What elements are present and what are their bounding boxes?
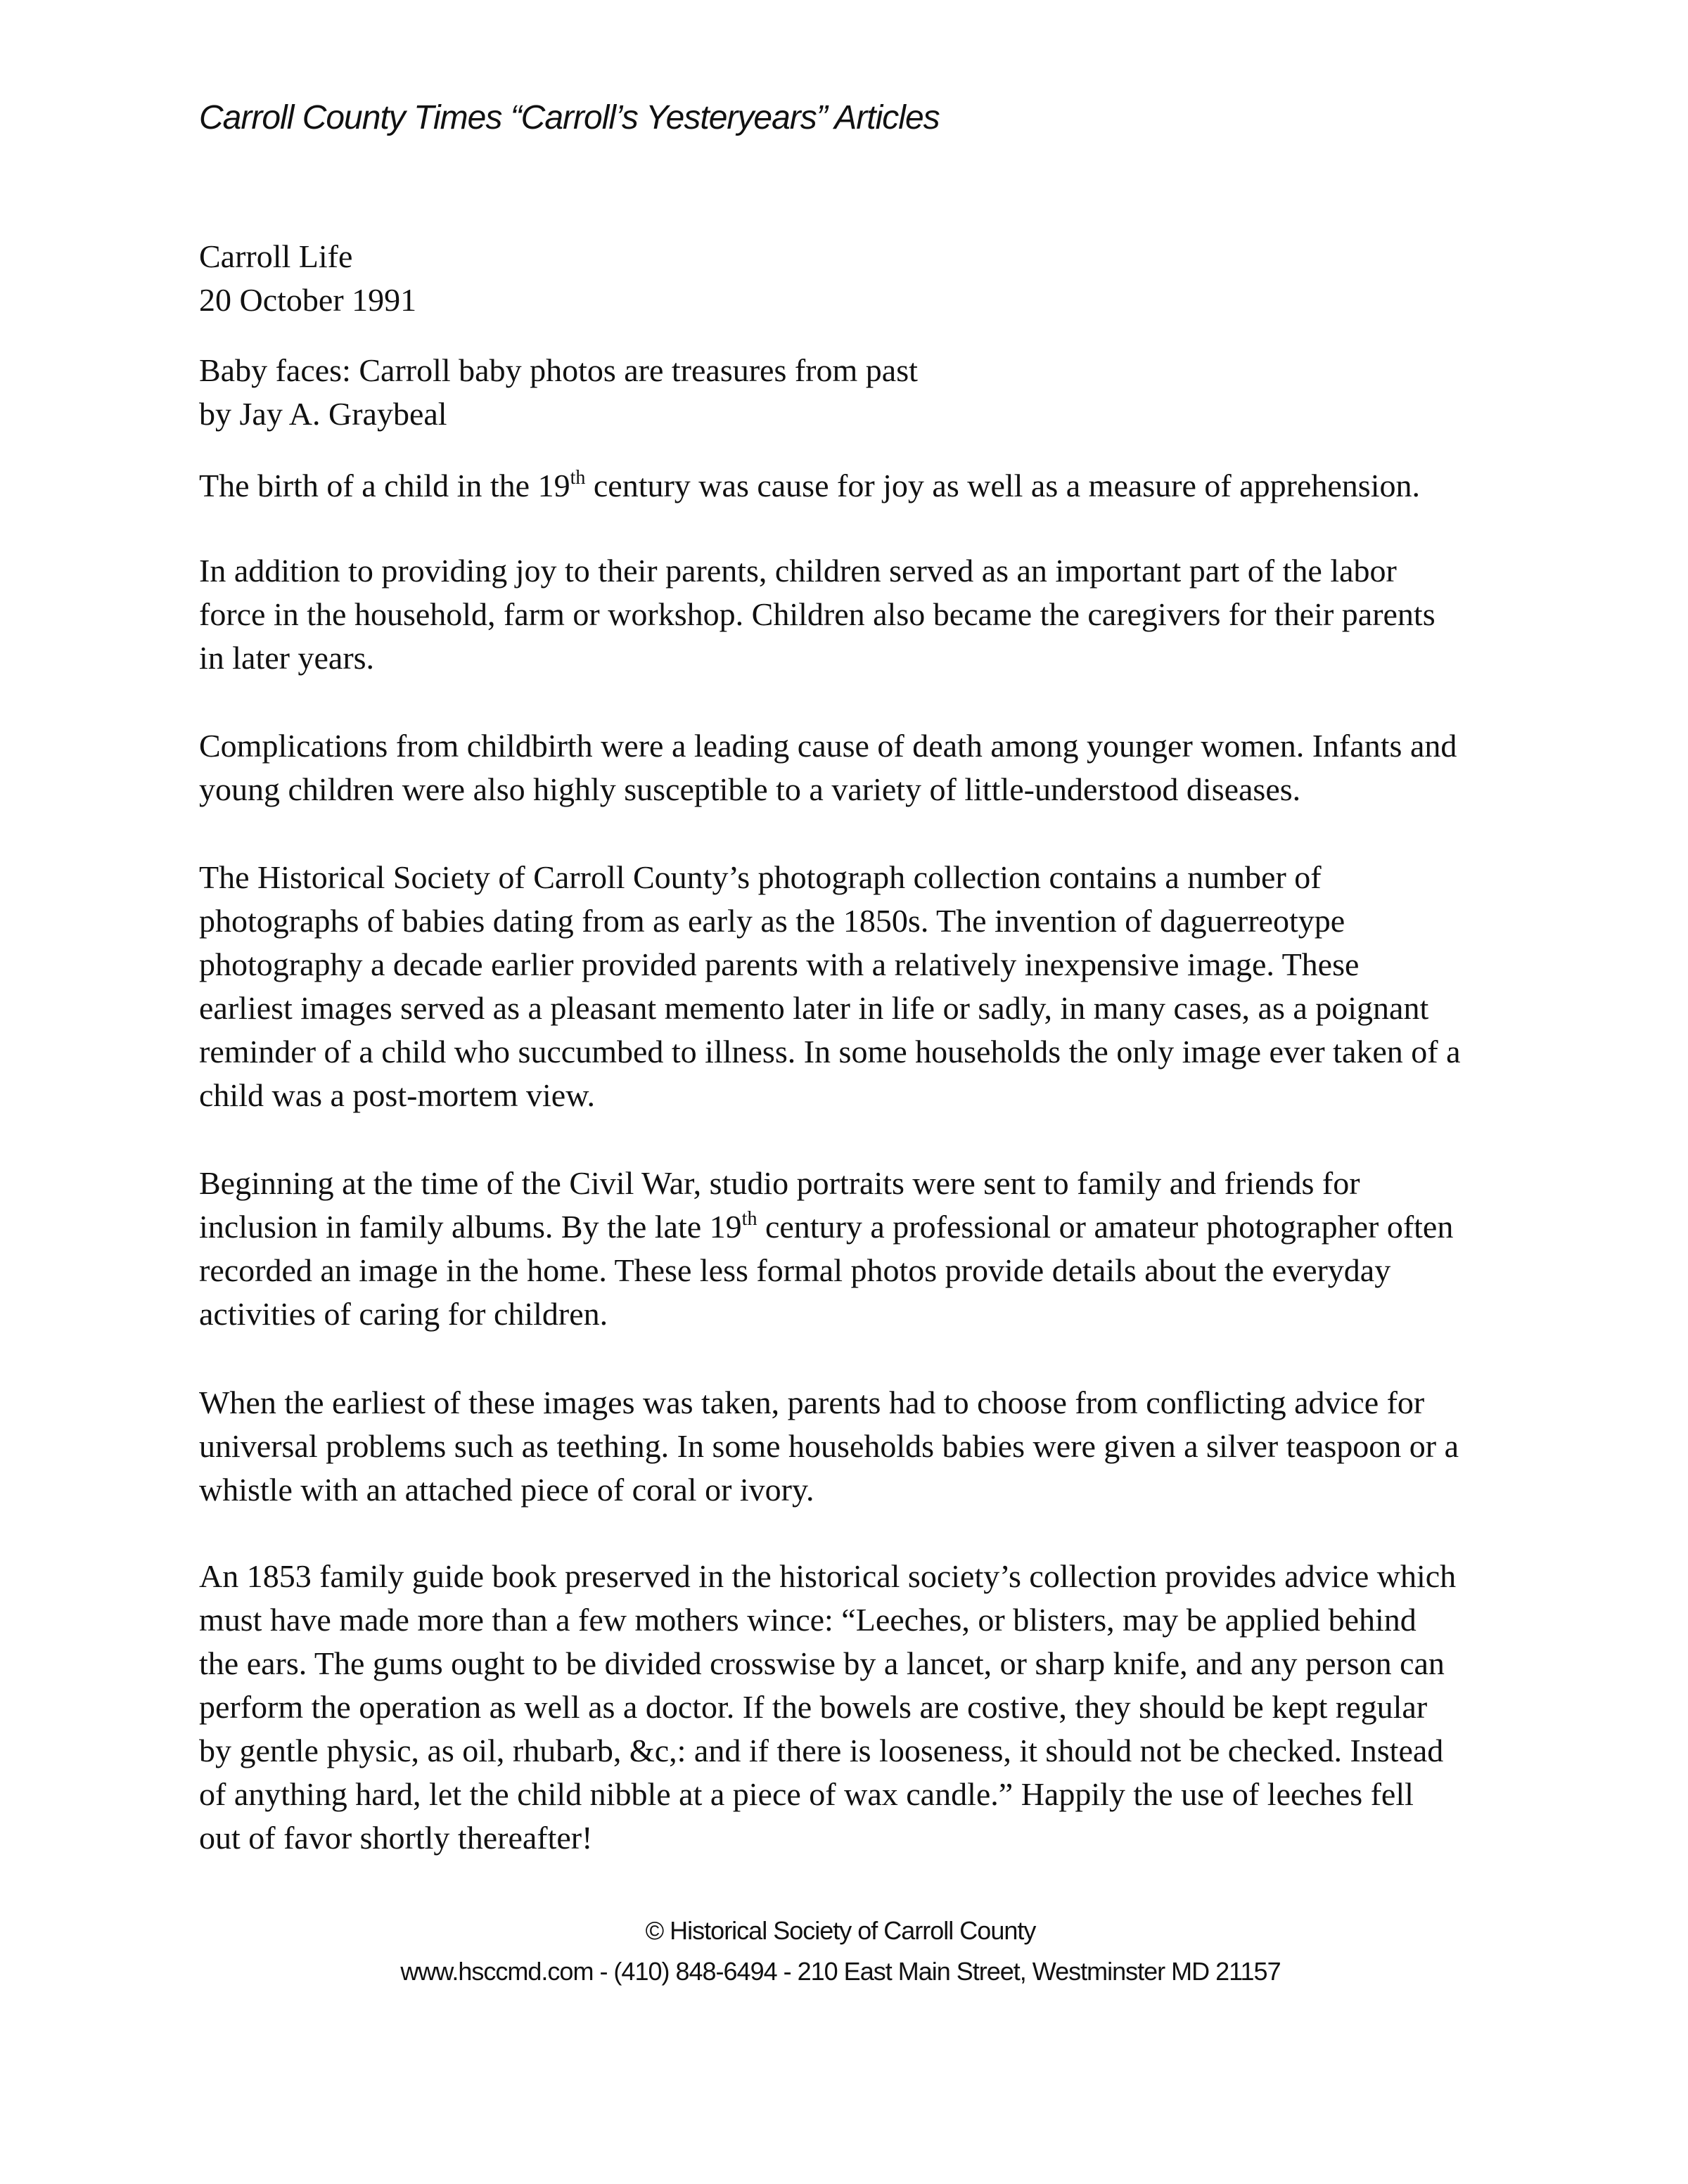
text-segment: of anything hard, let the child nibble at a piece of wax candle.” Happily the use of leeches fell <box>199 1776 1414 1812</box>
article-heading <box>199 349 1535 436</box>
text-segment: An 1853 family guide book preserved in the historical society’s collection provides advice which <box>199 1558 1457 1594</box>
paragraph-line <box>199 1381 1535 1425</box>
text-segment: The birth of a child in the 19 <box>199 468 570 503</box>
headline: Baby faces: Carroll baby photos are treasures from past <box>199 352 918 388</box>
text-segment: In addition to providing joy to their parents, children served as an important part of the labor <box>199 553 1397 589</box>
paragraph-line <box>199 768 1535 811</box>
text-segment: The Historical Society of Carroll County’s photograph collection contains a number of <box>199 859 1322 895</box>
paragraph-line <box>199 724 1535 768</box>
paragraph-line <box>199 593 1535 636</box>
text-segment: activities of caring for children. <box>199 1296 608 1332</box>
paragraph-line <box>199 1816 1535 1860</box>
paragraph-line <box>199 987 1535 1030</box>
text-segment: child was a post-mortem view. <box>199 1077 595 1113</box>
paragraph-line <box>199 1468 1535 1512</box>
paragraph-line <box>199 1249 1535 1292</box>
paragraph-line <box>199 1162 1535 1205</box>
paragraph-line <box>199 549 1535 593</box>
footer-contact: www.hsccmd.com - (410) 848-6494 - 210 East Main Street, Westminster MD 21157 <box>400 1957 1281 1986</box>
text-segment: force in the household, farm or workshop. Children also became the caregivers for their parents <box>199 596 1436 632</box>
byline: by Jay A. Graybeal <box>199 396 447 432</box>
paragraph-line <box>199 1642 1535 1685</box>
paragraph-line <box>199 464 1535 508</box>
text-segment: reminder of a child who succumbed to illness. In some households the only image ever taken of a <box>199 1034 1461 1069</box>
paragraph-line <box>199 1425 1535 1468</box>
text-segment: Complications from childbirth were a leading cause of death among younger women. Infants and <box>199 728 1457 764</box>
text-segment: earliest images served as a pleasant memento later in life or sadly, in many cases, as a poignant <box>199 990 1429 1026</box>
paragraph-line <box>199 856 1535 899</box>
superscript: th <box>741 1208 757 1230</box>
superscript: th <box>570 467 586 489</box>
text-segment: by gentle physic, as oil, rhubarb, &c,: and if there is looseness, it should not be checked. Instead <box>199 1733 1444 1768</box>
text-segment: century was cause for joy as well as a measure of apprehension. <box>585 468 1420 503</box>
article-paragraph <box>199 724 1535 811</box>
paragraph-line <box>199 943 1535 987</box>
section-name: Carroll Life <box>199 238 353 274</box>
text-segment: photography a decade earlier provided parents with a relatively inexpensive image. These <box>199 946 1360 982</box>
text-segment: inclusion in family albums. By the late 19 <box>199 1209 742 1245</box>
paragraph-line <box>199 1074 1535 1117</box>
text-segment: in later years. <box>199 640 375 676</box>
text-segment: recorded an image in the home. These less formal photos provide details about the everyday <box>199 1252 1391 1288</box>
text-segment: must have made more than a few mothers wince: “Leeches, or blisters, may be applied behind <box>199 1602 1417 1638</box>
article-paragraph <box>199 856 1535 1117</box>
footer-copyright: © Historical Society of Carroll County <box>645 1916 1036 1945</box>
paragraph-line <box>199 636 1535 680</box>
article-paragraph <box>199 1381 1535 1512</box>
text-segment: the ears. The gums ought to be divided crosswise by a lancet, or sharp knife, and any person can <box>199 1645 1445 1681</box>
text-segment: out of favor shortly thereafter! <box>199 1820 593 1856</box>
paragraph-line <box>199 1555 1535 1598</box>
paragraph-line <box>199 1598 1535 1642</box>
paragraph-line <box>199 1205 1535 1249</box>
document-header: Carroll County Times “Carroll’s Yesteryears” Articles <box>199 99 940 136</box>
paragraph-line <box>199 899 1535 943</box>
text-segment: Beginning at the time of the Civil War, studio portraits were sent to family and friends for <box>199 1165 1360 1201</box>
article-paragraph <box>199 549 1535 680</box>
text-segment: young children were also highly susceptible to a variety of little-understood diseases. <box>199 771 1301 807</box>
text-segment: When the earliest of these images was taken, parents had to choose from conflicting advice for <box>199 1385 1425 1420</box>
paragraph-line <box>199 1773 1535 1816</box>
article-meta <box>199 235 1535 322</box>
article-paragraph <box>199 1555 1535 1860</box>
paragraph-line <box>199 1292 1535 1336</box>
text-segment: photographs of babies dating from as early as the 1850s. The invention of daguerreotype <box>199 903 1345 939</box>
text-segment: perform the operation as well as a doctor. If the bowels are costive, they should be kept regular <box>199 1689 1428 1725</box>
paragraph-line <box>199 1729 1535 1773</box>
text-segment: whistle with an attached piece of coral or ivory. <box>199 1472 814 1508</box>
text-segment: universal problems such as teething. In some households babies were given a silver teaspoon or a <box>199 1428 1459 1464</box>
article-paragraph <box>199 1162 1535 1336</box>
paragraph-line <box>199 1685 1535 1729</box>
paragraph-line <box>199 1030 1535 1074</box>
article-paragraph <box>199 464 1535 508</box>
publication-date: 20 October 1991 <box>199 282 417 318</box>
text-segment: century a professional or amateur photographer often <box>757 1209 1454 1245</box>
